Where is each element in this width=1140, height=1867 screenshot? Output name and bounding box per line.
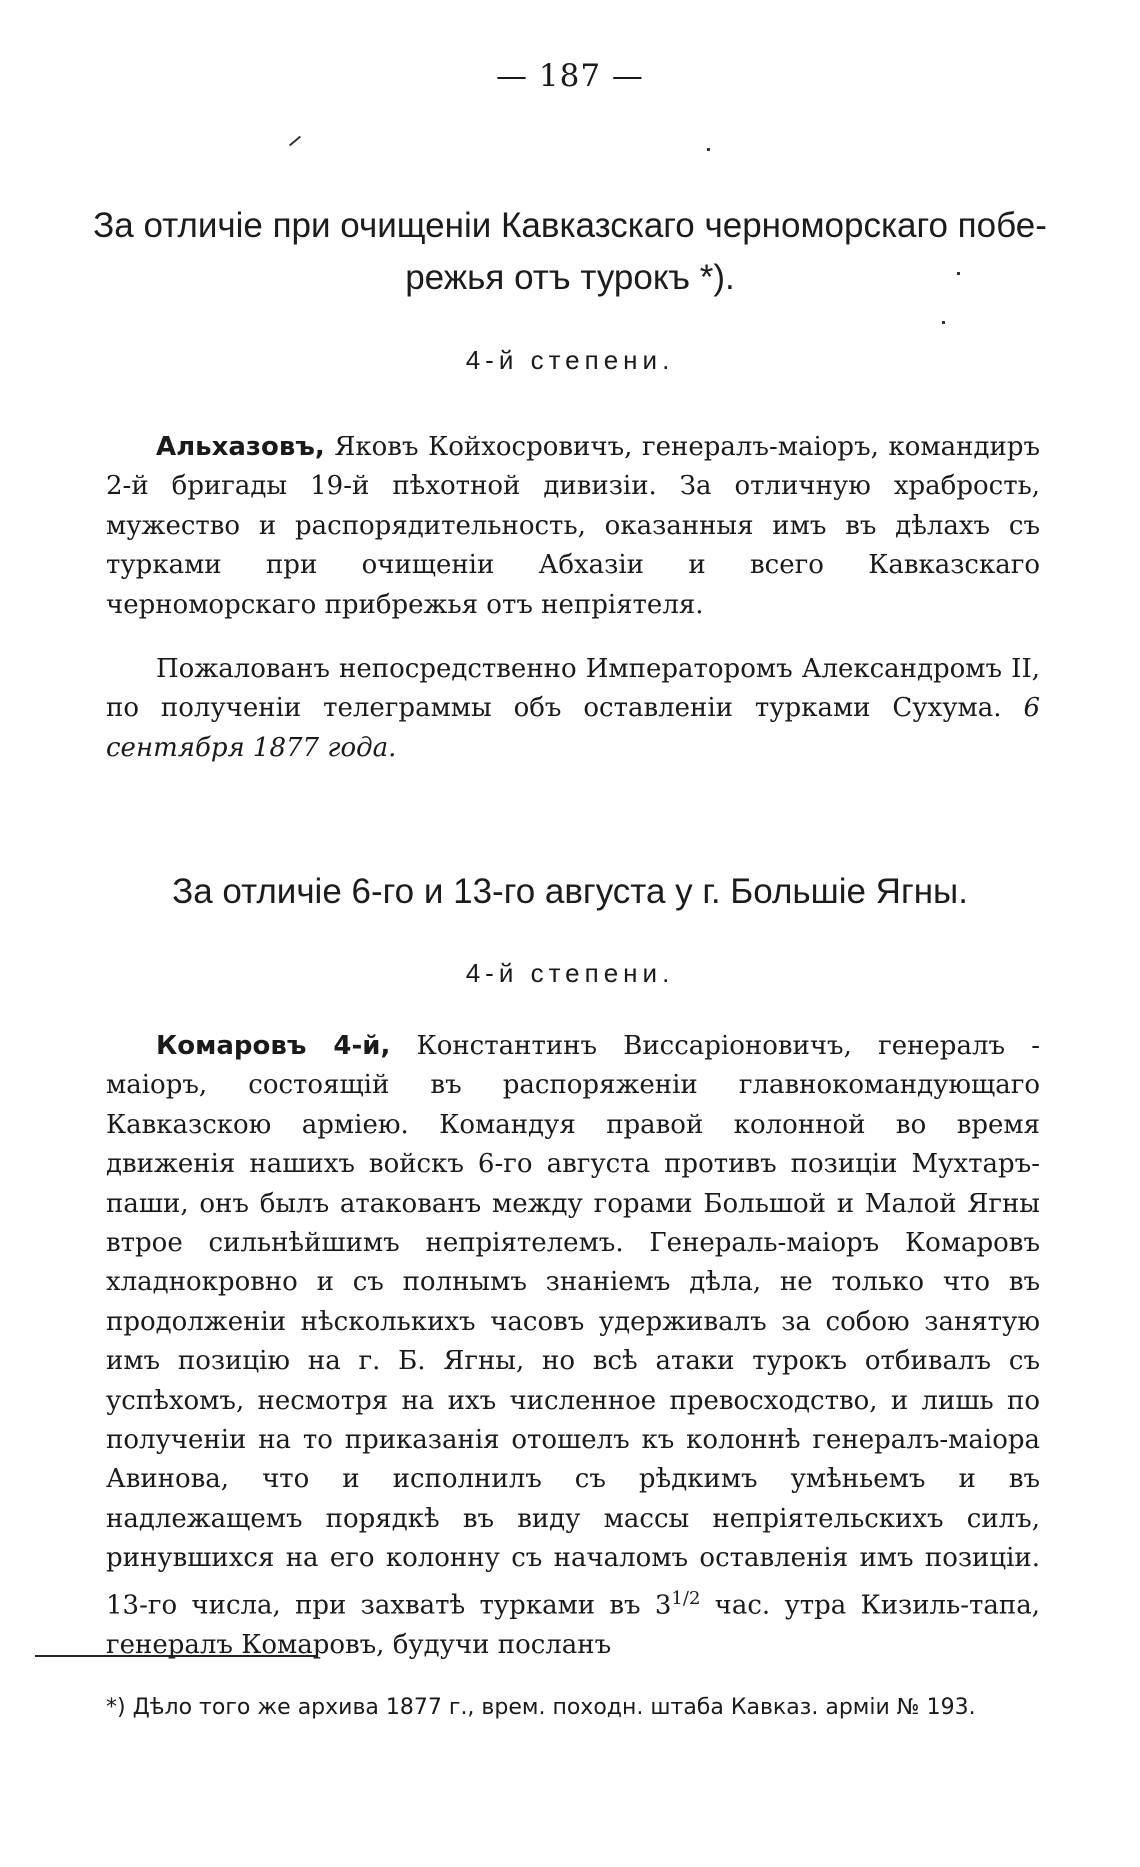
- section1-award-paragraph: [106, 650, 1040, 768]
- section1-entry-name: Альхазовъ,: [156, 432, 325, 462]
- section1-entry-paragraph: [106, 428, 1040, 625]
- section1-heading-line2: режья отъ турокъ *).: [405, 258, 735, 297]
- section1-heading-line1: За отличіе при очищеніи Кавказскаго черноморскаго побе-: [93, 206, 1047, 245]
- section1-entry-text: Яковъ Койхосровичъ, генералъ-маіоръ, командиръ 2-й бригады 19-й пѣхотной дивизіи. За отличную храбрость, мужество и распорядительность, оказанныя имъ въ дѣлахъ съ турками при очищеніи Абхазіи и всего Кавказскаго черноморскаго прибрежья отъ непріятеля.: [106, 432, 1040, 620]
- scan-speck: [289, 136, 301, 147]
- section2-entry-paragraph: [106, 1027, 1040, 1665]
- section2-heading: За отличіе 6-го и 13-го августа у г. Большіе Ягны.: [172, 872, 968, 911]
- section2-entry-name: Комаровъ 4-й,: [156, 1031, 391, 1061]
- section2-fraction: 1/2: [671, 1587, 701, 1609]
- section1-heading: [50, 200, 1090, 304]
- section1-award-text: Пожалованъ непосредственно Императоромъ Александромъ II, по полученіи телеграммы объ оставленіи турками Сухума.: [106, 654, 1040, 724]
- section2-entry-text-part1: Константинъ Виссаріоновичъ, генералъ - маіоръ, состоящій въ распоряженіи главнокомандующаго Кавказскою арміею. Командуя правой колонной во время движенія нашихъ войскъ 6-го августа противъ позиціи Мухтаръ-паши, онъ былъ атакованъ между горами Большой и Малой Ягны втрое сильнѣйшимъ непріятелемъ. Генераль-маіоръ Комаровъ хладнокровно и съ полнымъ знаніемъ дѣла, не только что въ продолженіи нѣсколькихъ часовъ удерживалъ за собою занятую имъ позицію на г. Б. Ягны, но всѣ атаки турокъ отбивалъ съ успѣхомъ, несмотря на ихъ численное превосходство, и лишь по полученіи на то приказанія отошелъ къ колоннѣ генералъ-маіора Авинова, что и исполнилъ съ рѣдкимъ умѣньемъ и въ надлежащемъ порядкѣ въ виду массы непріятельскихъ силъ, ринувшихся на его колонну съ началомъ оставленія имъ позиціи. 13-го числа, при захватѣ турками въ 3: [106, 1031, 1040, 1621]
- page-number: — 187 —: [496, 58, 644, 94]
- section2-degree: 4-й степени.: [465, 958, 675, 988]
- footnote-divider: [35, 1655, 317, 1657]
- scan-speck: [707, 148, 710, 151]
- footnote: *) Дѣло того же архива 1877 г., врем. походн. штаба Кавказ. арміи № 193.: [106, 1695, 976, 1720]
- section1-degree: 4-й степени.: [465, 345, 675, 375]
- section2-entry-text-part2: час. утра Кизиль-тапа, генералъ Комаровъ, будучи посланъ: [106, 1590, 1040, 1660]
- scan-speck: [942, 321, 945, 324]
- section1-award-date: 6 сентября 1877 года.: [106, 693, 1041, 763]
